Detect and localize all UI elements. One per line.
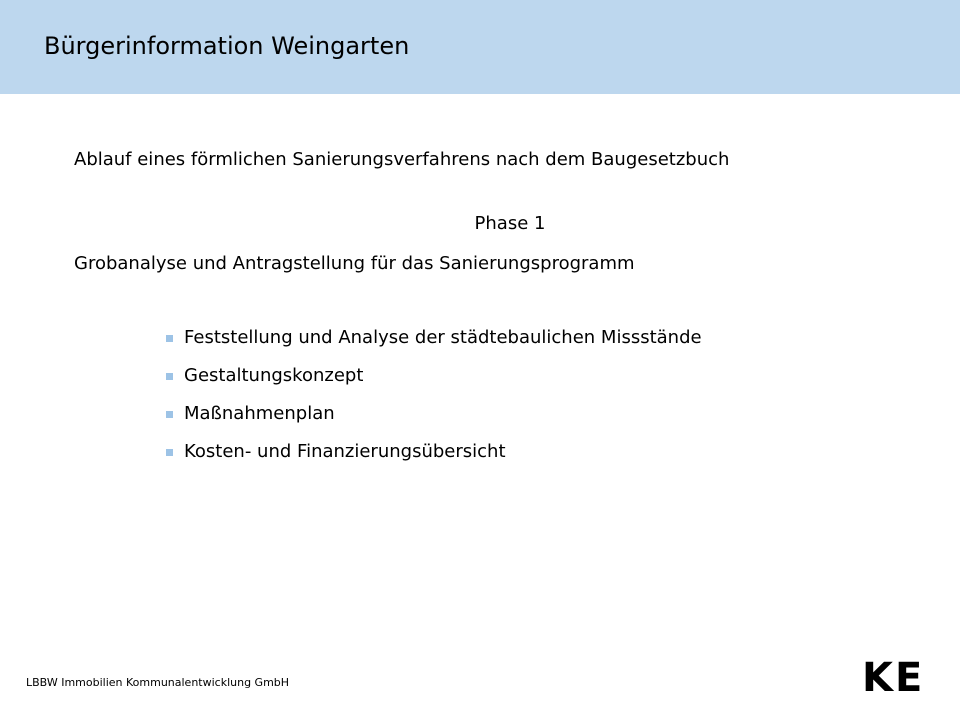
list-item [164,402,702,426]
phase-label: Phase 1 [474,213,546,234]
page-title: Bürgerinformation Weingarten [44,32,410,60]
footer-company-name: LBBW Immobilien Kommunalentwicklung GmbH [26,676,290,689]
list-item [164,364,702,388]
square-bullet-icon [166,335,173,342]
square-bullet-icon [166,449,173,456]
square-bullet-icon [166,411,173,418]
list-item-text: Maßnahmenplan [184,403,335,424]
list-item-text: Gestaltungskonzept [184,365,364,386]
list-item-text: Feststellung und Analyse der städtebaulichen Missstände [184,327,702,348]
list-item [164,326,702,350]
bullet-list [164,326,702,478]
list-item-text: Kosten- und Finanzierungsübersicht [184,441,506,462]
header-band [0,0,960,94]
list-item [164,440,702,464]
ke-logo: KE [862,655,925,701]
subtitle: Ablauf eines förmlichen Sanierungsverfahrens nach dem Baugesetzbuch [74,149,730,170]
square-bullet-icon [166,373,173,380]
phase-description: Grobanalyse und Antragstellung für das Sanierungsprogramm [74,253,635,274]
